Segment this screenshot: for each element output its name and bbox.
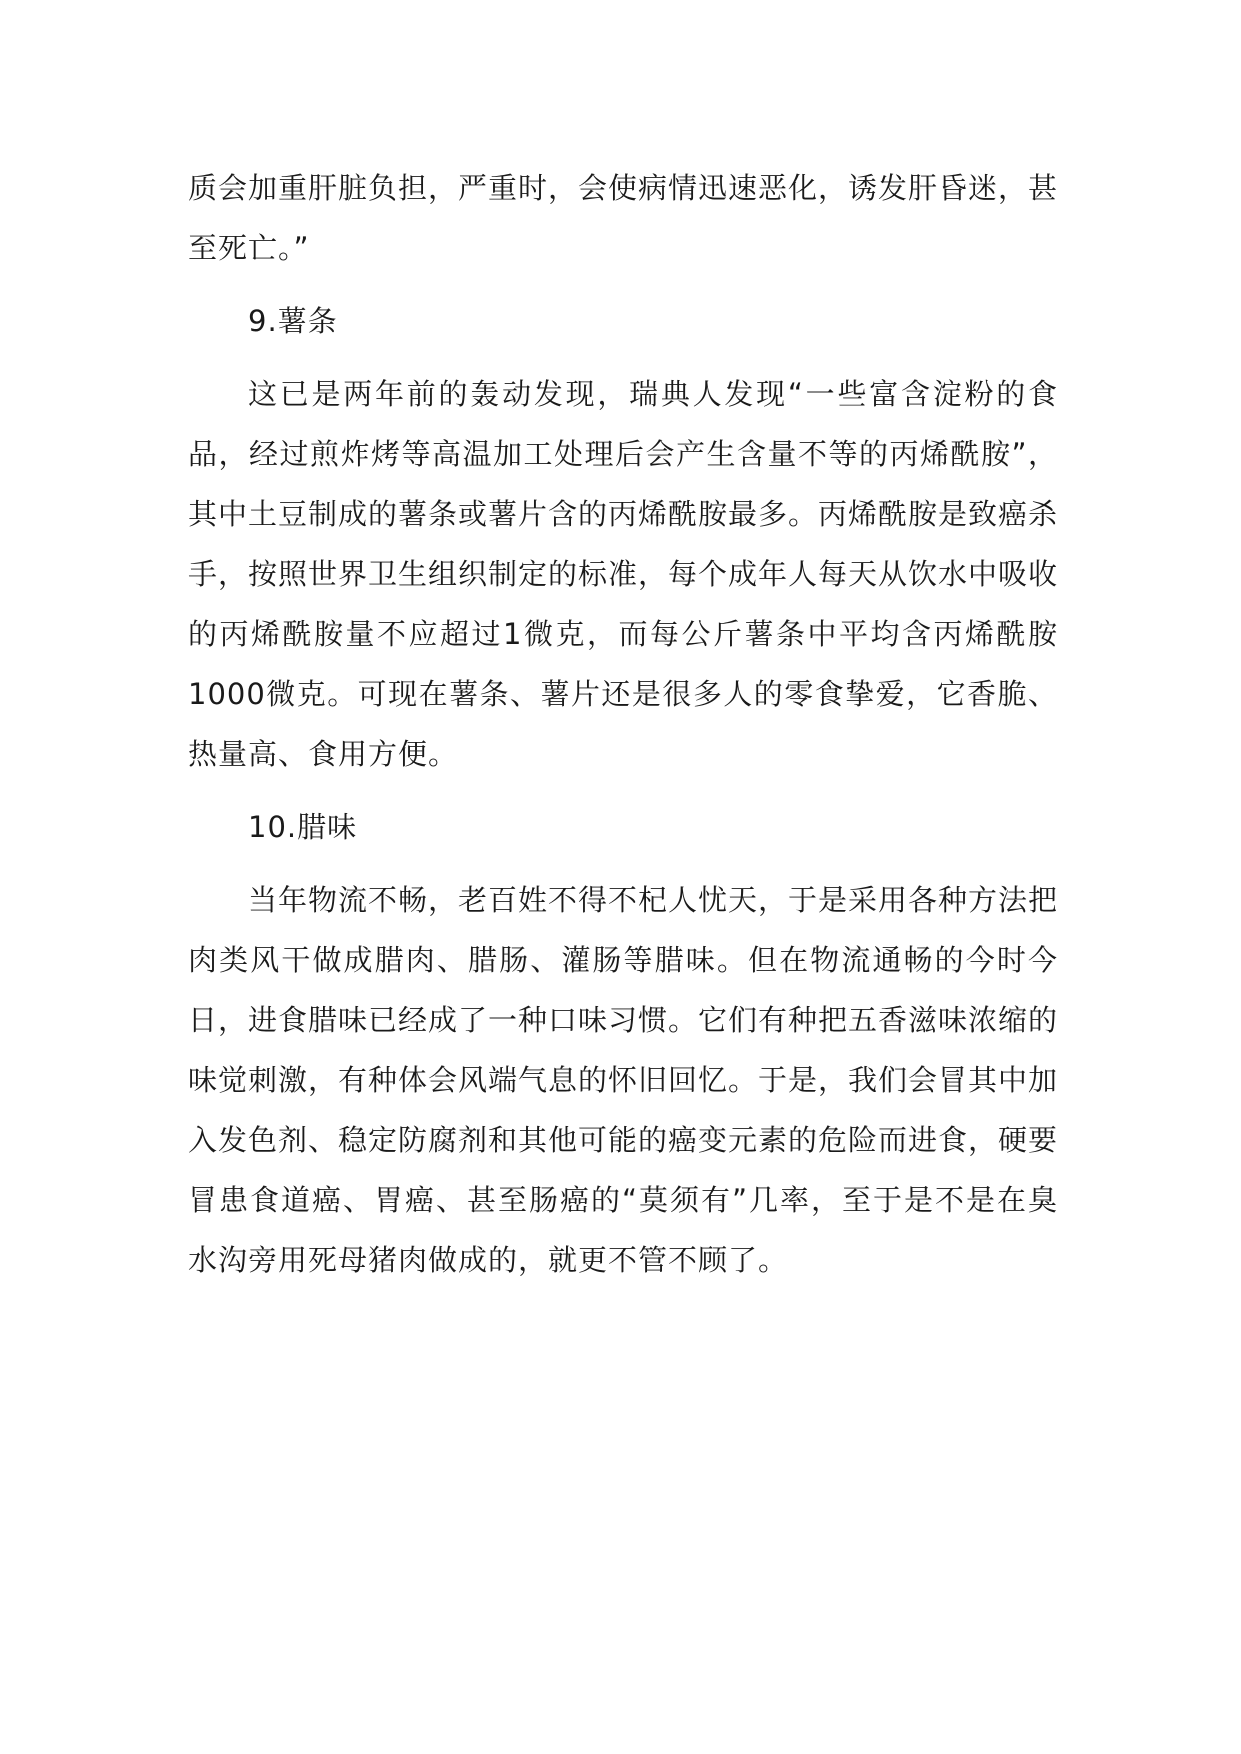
section-heading-fries: 9.薯条	[248, 304, 338, 338]
document-body	[188, 158, 1058, 1303]
paragraph-cured-meat: 当年物流不畅，老百姓不得不杞人忧天，于是采用各种方法把肉类风干做成腊肉、腊肠、灌肠等腊味。但在物流通畅的今时今日，进食腊味已经成了一种口味习惯。它们有种把五香滋味浓缩的味觉刺激，有种体会风端气息的怀旧回忆。于是，我们会冒其中加入发色剂、稳定防腐剂和其他可能的癌变元素的危险而进食，硬要冒患食道癌、胃癌、甚至肠癌的“莫须有”几率，至于是不是在臭水沟旁用死母猪肉做成的，就更不管不顾了。	[188, 883, 1059, 1277]
paragraph-fries: 这已是两年前的轰动发现，瑞典人发现“一些富含淀粉的食品，经过煎炸烤等高温加工处理后会产生含量不等的丙烯酰胺”，其中土豆制成的薯条或薯片含的丙烯酰胺最多。丙烯酰胺是致癌杀手，按照世界卫生组织制定的标准，每个成年人每天从饮水中吸收的丙烯酰胺量不应超过1微克，而每公斤薯条中平均含丙烯酰胺1000微克。可现在薯条、薯片还是很多人的零食挚爱，它香脆、热量高、食用方便。	[188, 377, 1059, 771]
section-heading-cured-meat: 10.腊味	[248, 810, 358, 844]
paragraph-continuation: 质会加重肝脏负担，严重时，会使病情迅速恶化，诱发肝昏迷，甚至死亡。”	[188, 171, 1059, 265]
